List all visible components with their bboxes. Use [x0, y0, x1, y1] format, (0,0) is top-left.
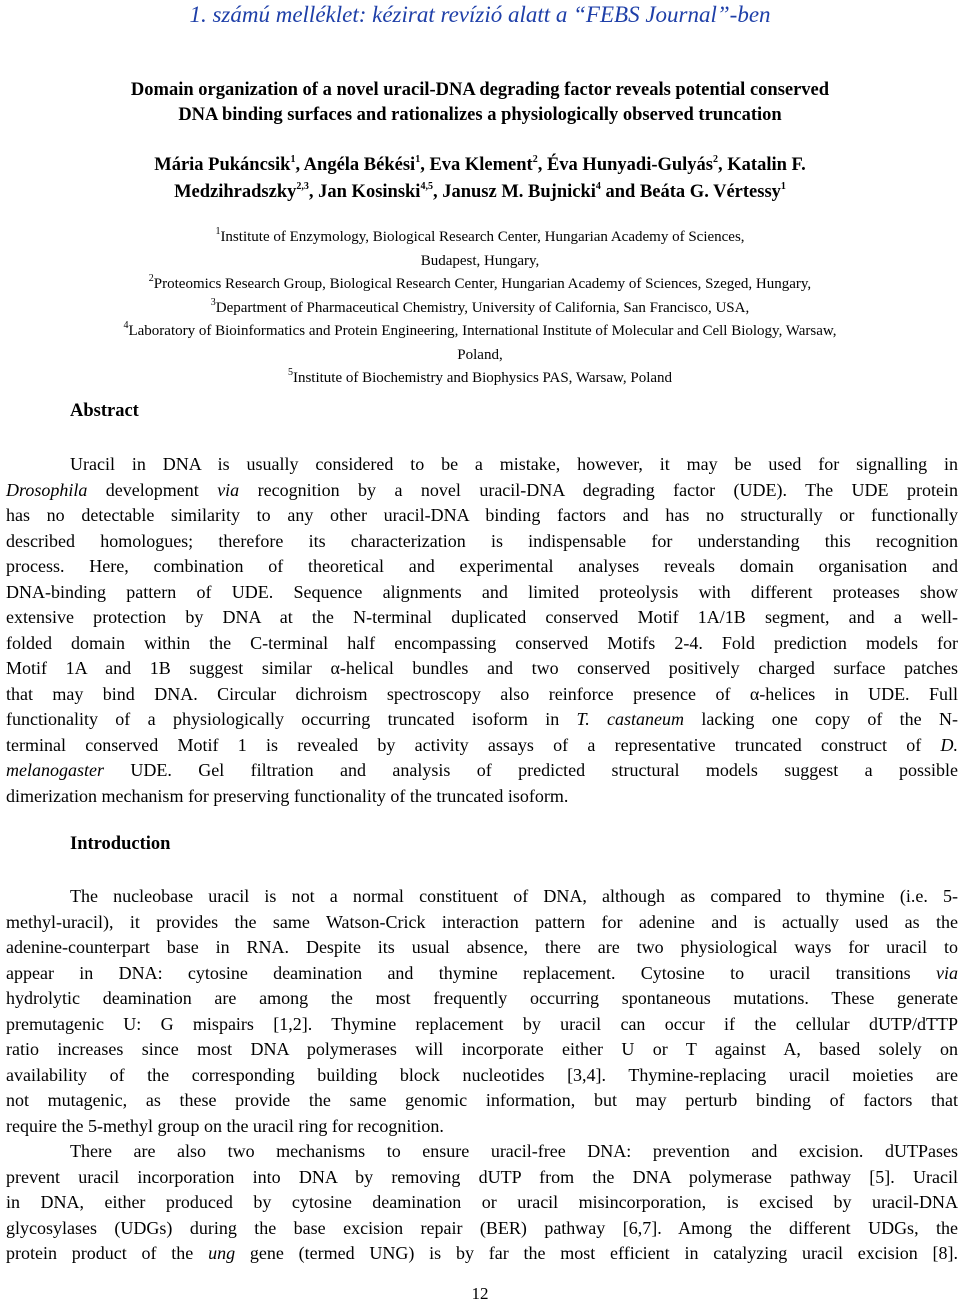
- affil-mark: 1: [415, 153, 421, 165]
- text-span: protein product of the: [6, 1243, 209, 1263]
- text-line: that may bind DNA. Circular dichroism spectroscopy also reinforce presence of α-helices in UDE. Full: [6, 683, 958, 704]
- affiliations: [0, 226, 960, 391]
- affiliation-text: Laboratory of Bioinformatics and Protein Engineering, International Institute of Molecular and Cell Biology, Warsaw,: [128, 323, 837, 339]
- text-line: [6, 758, 958, 784]
- text-line: dimerization mechanism for preserving functionality of the truncated isoform.: [6, 785, 569, 806]
- affil-mark: 1: [215, 226, 221, 237]
- text-line: not mutagenic, as these provide the same genomic information, but may perturb binding of factors that: [6, 1090, 958, 1110]
- title-line: DNA binding surfaces and rationalizes a physiologically observed truncation: [178, 105, 782, 125]
- text-line: [6, 478, 958, 504]
- introduction-body: [6, 884, 958, 1267]
- italic-term: Drosophila: [6, 479, 88, 500]
- text-line: glycosylases (UDGs) during the base excision repair (BER) pathway [6,7]. Among the different UDGs, the: [6, 1217, 958, 1238]
- affil-mark: 2: [148, 273, 154, 284]
- text-line: has no detectable similarity to any other uracil-DNA binding factors and has no structurally or functionally: [6, 505, 958, 525]
- text-line: There are also two mechanisms to ensure uracil-free DNA: prevention and excision. dUTPases: [70, 1141, 958, 1161]
- text-span: appear in DNA: cytosine deamination and thymine replacement. Cytosine to uracil transitions: [6, 962, 911, 983]
- text-line: [6, 707, 958, 733]
- italic-term: via: [936, 962, 958, 983]
- text-line: [6, 1241, 958, 1267]
- text-line: The nucleobase uracil is not a normal constituent of DNA, although as compared to thymine (i.e. 5-: [70, 886, 958, 906]
- text-line: [6, 961, 958, 987]
- page-header: 1. számú melléklet: kézirat revízió alatt a “FEBS Journal”-ben: [189, 2, 771, 27]
- text-line: folded domain within the C-terminal half encompassing conserved Motifs 2-4. Fold prediction models for: [6, 632, 958, 653]
- author: Mária Pukáncsik: [154, 155, 291, 175]
- affiliation-line: Budapest, Hungary,: [420, 252, 540, 269]
- text-line: methyl-uracil), it provides the same Watson-Crick interaction pattern for adenine and is actually used as the: [6, 911, 958, 932]
- affiliation-text: Institute of Biochemistry and Biophysics PAS, Warsaw, Poland: [292, 370, 673, 386]
- text-span: lacking one copy of the N-: [684, 709, 958, 729]
- affiliation-line: [0, 320, 960, 344]
- text-line: premutagenic U: G mispairs [1,2]. Thymine replacement by uracil can occur if the cellular dUTP/dTTP: [6, 1013, 958, 1034]
- text-line: Motif 1A and 1B suggest similar α-helical bundles and two conserved positively charged surface patches: [6, 658, 958, 678]
- affil-mark: 2,3: [296, 180, 309, 192]
- affil-mark: 1: [780, 180, 786, 192]
- text-line: in DNA, either produced by cytosine deamination or uracil misincorporation, is excised by uracil-DNA: [6, 1192, 958, 1212]
- affiliation-line: [0, 297, 960, 321]
- text-span: functionality of a physiologically occurring truncated isoform in: [6, 709, 577, 729]
- affiliation-text: Institute of Enzymology, Biological Research Center, Hungarian Academy of Sciences,: [220, 229, 745, 245]
- italic-term: melanogaster: [6, 760, 104, 780]
- text-line: DNA-binding pattern of UDE. Sequence alignments and limited proteolysis with different proteases show: [6, 581, 958, 602]
- text-span: development: [87, 479, 218, 500]
- text-line: Uracil in DNA is usually considered to be a mistake, however, it may be used for signalling in: [70, 454, 958, 474]
- title-line: Domain organization of a novel uracil-DNA degrading factor reveals potential conserved: [130, 80, 830, 100]
- affiliation-line: [0, 226, 960, 250]
- introduction-heading: Introduction: [70, 834, 171, 854]
- affil-mark: 3: [210, 296, 216, 308]
- italic-term: T. castaneum: [576, 709, 685, 729]
- author-list: [40, 152, 920, 206]
- affil-mark: 2: [532, 153, 538, 165]
- author: Medzihradszky: [174, 182, 297, 202]
- affiliation-text: Department of Pharmaceutical Chemistry, University of California, San Francisco, USA,: [215, 299, 750, 316]
- author: , Janusz M. Bujnicki: [432, 182, 596, 202]
- text-line: hydrolytic deamination are among the most frequently occurring spontaneous mutations. These generate: [6, 988, 958, 1008]
- paper-title: [40, 78, 920, 128]
- text-line: prevent uracil incorporation into DNA by removing dUTP from the DNA polymerase pathway [5]. Uracil: [6, 1166, 958, 1187]
- affiliation-line: [0, 273, 960, 297]
- author: , Katalin F.: [718, 155, 806, 175]
- text-line: process. Here, combination of theoretical and experimental analyses reveals domain organisation and: [6, 556, 958, 576]
- affiliation-line: Poland,: [457, 346, 503, 363]
- affil-mark: 4: [595, 180, 601, 192]
- page-number: 12: [471, 1284, 489, 1303]
- author: , Angéla Békési: [295, 155, 416, 175]
- affiliation-text: Proteomics Research Group, Biological Research Center, Hungarian Academy of Sciences, Szeged, Hungary,: [153, 276, 812, 292]
- author: and Beáta G. Vértessy: [600, 182, 781, 202]
- author-line: [40, 152, 920, 179]
- text-span: UDE. Gel filtration and analysis of predicted structural models suggest a possible: [104, 760, 958, 780]
- abstract-heading: Abstract: [70, 401, 139, 421]
- text-span: recognition by a novel uracil-DNA degrading factor (UDE). The UDE protein: [239, 479, 958, 500]
- abstract-body: [6, 452, 958, 809]
- text-span: gene (termed UNG) is by far the most efficient in catalyzing uracil excision [8].: [235, 1243, 958, 1263]
- text-line: availability of the corresponding building block nucleotides [3,4]. Thymine-replacing uracil moieties are: [6, 1064, 958, 1085]
- text-line: adenine-counterpart base in RNA. Despite its usual absence, there are two physiological ways for uracil to: [6, 937, 958, 957]
- affil-mark: 1: [290, 153, 296, 165]
- text-line: [6, 733, 958, 759]
- affiliation-line: [0, 367, 960, 391]
- affil-mark: 2: [713, 153, 719, 165]
- text-line: extensive protection by DNA at the N-terminal duplicated conserved Motif 1A/1B segment, and a well-: [6, 607, 958, 627]
- italic-term: D.: [940, 734, 958, 755]
- author: , Jan Kosinski: [308, 182, 421, 202]
- text-span: terminal conserved Motif 1 is revealed by activity assays of a representative truncated construct of: [6, 734, 941, 755]
- italic-term: via: [217, 479, 240, 500]
- affil-mark: 5: [287, 367, 293, 378]
- text-line: ratio increases since most DNA polymerases will incorporate either U or T against A, based solely on: [6, 1039, 958, 1059]
- italic-term: ung: [208, 1243, 236, 1263]
- author-line: [40, 179, 920, 206]
- text-line: described homologues; therefore its characterization is indispensable for understanding this recognition: [6, 530, 958, 551]
- author: , Eva Klement: [420, 155, 533, 175]
- affil-mark: 4: [123, 320, 129, 331]
- author: , Éva Hunyadi-Gulyás: [537, 155, 714, 175]
- text-line: require the 5-methyl group on the uracil ring for recognition.: [6, 1115, 444, 1136]
- affil-mark: 4,5: [420, 180, 433, 192]
